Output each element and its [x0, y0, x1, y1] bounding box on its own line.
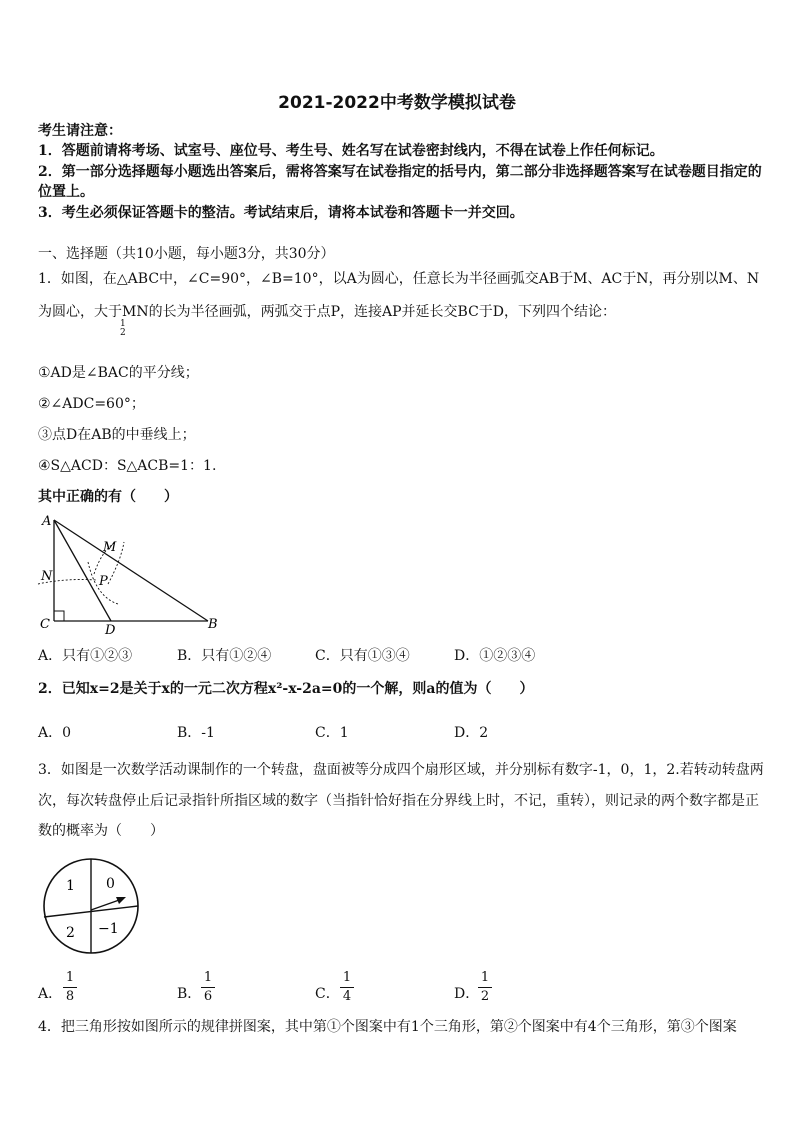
wheel-label-minus1: −1	[98, 921, 119, 937]
notice-heading: 考生请注意：	[38, 123, 122, 139]
q1-half-numerator: 1	[120, 319, 126, 329]
page-title: 2021-2022中考数学模拟试卷	[278, 93, 516, 113]
q1-conclusion-2: ②∠ADC=60°；	[38, 396, 145, 412]
section-heading: 一、选择题（共10小题，每小题3分，共30分）	[38, 246, 335, 262]
fraction-numerator: 1	[203, 970, 213, 985]
label-m: M	[103, 540, 117, 555]
side-ab	[54, 520, 208, 621]
label-b: B	[208, 617, 218, 632]
q1-ask: 其中正确的有（ ）	[38, 489, 178, 505]
q3-option-b-fraction	[201, 970, 215, 1005]
wheel-label-0: 0	[106, 876, 115, 892]
q2-option-b: B．-1	[177, 725, 215, 741]
q3-text-line1: 3．如图是一次数学活动课制作的一个转盘，盘面被等分成四个扇形区域，并分别标有数字-1，0，1，2.若转动转盘两	[38, 762, 764, 778]
notice-item-3: 3．考生必须保证答题卡的整洁。考试结束后，请将本试卷和答题卡一并交回。	[38, 205, 524, 221]
label-a: A	[42, 514, 52, 529]
fraction-denominator: 2	[480, 989, 490, 1004]
q3-option-d-fraction	[478, 970, 492, 1005]
fraction-numerator: 1	[342, 970, 352, 985]
wheel-label-1: 1	[66, 878, 75, 894]
right-angle-mark	[54, 611, 64, 621]
q1-conclusion-3: ③点D在AB的中垂线上；	[38, 427, 196, 443]
q1-half-denominator: 2	[120, 328, 126, 338]
q1-option-d: D．①②③④	[454, 648, 536, 664]
fraction-denominator: 6	[203, 989, 213, 1004]
q1-option-a: A．只有①②③	[38, 648, 133, 664]
q1-text-line1: 1．如图，在△ABC中，∠C=90°，∠B=10°，以A为圆心，任意长为半径画弧交AB于M、AC于N，再分别以M、N	[38, 271, 760, 287]
q4-text-line1: 4．把三角形按如图所示的规律拼图案，其中第①个图案中有1个三角形，第②个图案中有4个三角形，第③个图案	[38, 1019, 737, 1035]
q2-text: 2．已知x=2是关于x的一元二次方程x²-x-2a=0的一个解，则a的值为（ ）	[38, 681, 534, 697]
label-d: D	[105, 623, 116, 638]
q1-triangle-figure	[36, 512, 226, 640]
q3-option-a-fraction	[63, 970, 77, 1005]
fraction-denominator: 4	[342, 989, 352, 1004]
q3-text-line2: 次，每次转盘停止后记录指针所指区域的数字（当指针恰好指在分界线上时，不记，重转），则记录的两个数字都是正	[38, 793, 759, 809]
q2-option-d: D．2	[454, 725, 489, 741]
wheel-label-2: 2	[66, 925, 75, 941]
q3-option-d-letter: D．	[454, 986, 480, 1002]
label-p: P	[99, 574, 108, 589]
notice-item-1: 1．答题前请将考场、试室号、座位号、考生号、姓名写在试卷密封线内，不得在试卷上作任何标记。	[38, 143, 664, 159]
q2-option-a: A．0	[38, 725, 72, 741]
fraction-numerator: 1	[65, 970, 75, 985]
q1-half-fraction	[120, 320, 126, 338]
q1-conclusion-1: ①AD是∠BAC的平分线；	[38, 365, 199, 381]
pointer-arrow-icon	[116, 897, 126, 904]
segment-ad	[54, 520, 111, 621]
q3-option-c-fraction	[340, 970, 354, 1005]
q2-option-c: C．1	[315, 725, 349, 741]
fraction-numerator: 1	[480, 970, 490, 985]
q1-text-line2: 为圆心，大于MN的长为半径画弧，两弧交于点P，连接AP并延长交BC于D，下列四个结论：	[38, 304, 617, 320]
q3-spinner-figure	[42, 857, 142, 957]
q3-text-line3: 数的概率为（ ）	[38, 823, 164, 839]
q3-option-c-letter: C．	[315, 986, 340, 1002]
notice-item-2: 2．第一部分选择题每小题选出答案后，需将答案写在试卷指定的括号内，第二部分非选择题答案写在试卷题目指定的	[38, 164, 762, 180]
q3-option-a-letter: A．	[38, 986, 63, 1002]
label-n: N	[41, 569, 53, 584]
notice-item-2-cont: 位置上。	[38, 184, 94, 200]
q3-option-b-letter: B．	[177, 986, 202, 1002]
q1-option-c: C．只有①③④	[315, 648, 410, 664]
fraction-denominator: 8	[65, 989, 75, 1004]
q1-option-b: B．只有①②④	[177, 648, 272, 664]
q1-conclusion-4: ④S△ACD：S△ACB=1：1.	[38, 458, 217, 474]
label-c: C	[40, 617, 50, 632]
